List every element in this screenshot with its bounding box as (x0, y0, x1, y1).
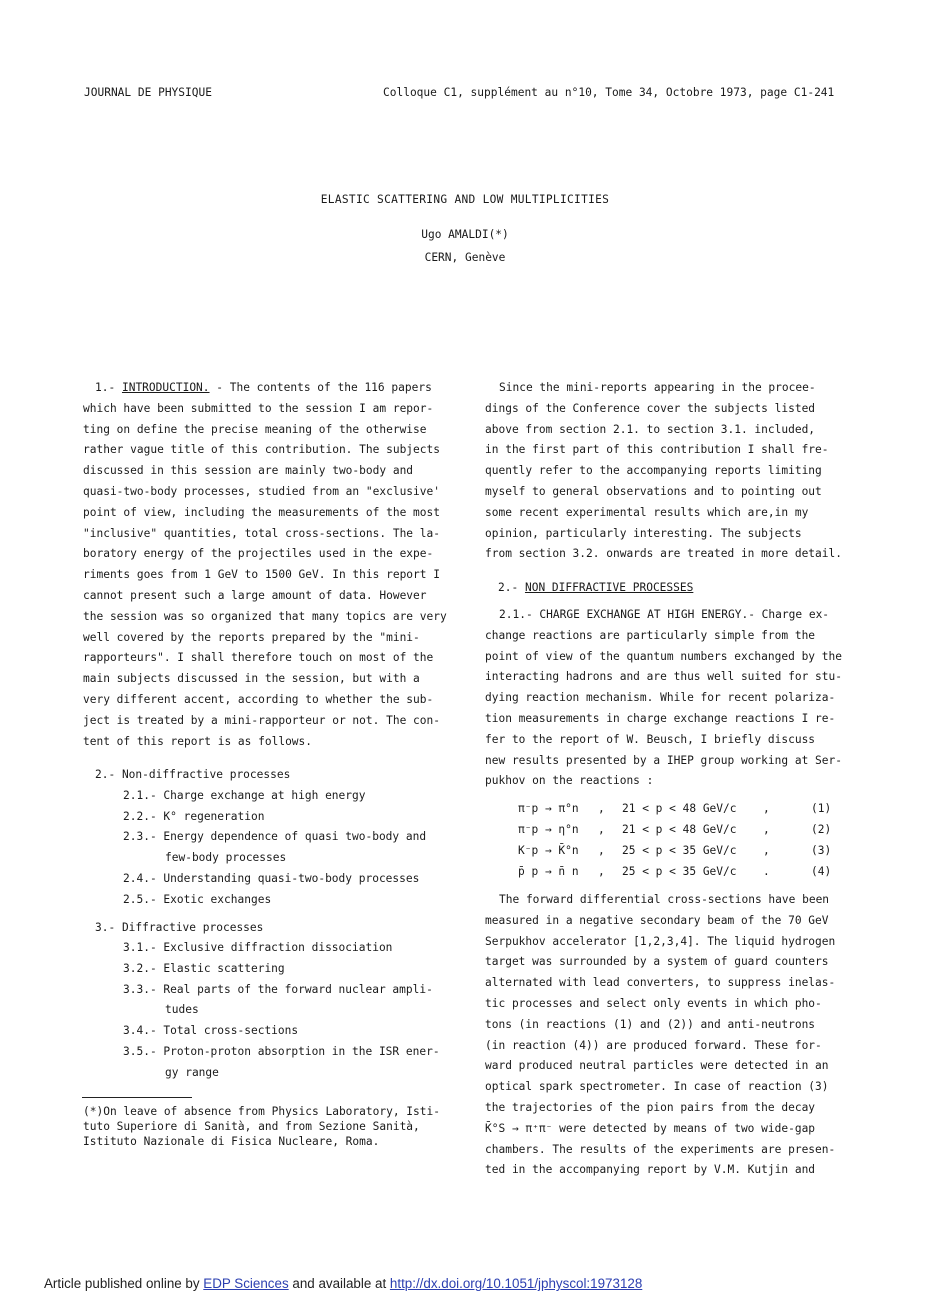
footer-prefix: Article published online by (44, 1276, 204, 1291)
equation-range: 25 < p < 35 GeV/c (622, 865, 737, 878)
equation-separator: , (598, 802, 605, 815)
left-column (83, 378, 463, 752)
body-line: some recent experimental results which are,in my (485, 505, 809, 519)
equation-end: , (763, 823, 770, 836)
toc-item: 2.5.- Exotic exchanges (123, 893, 272, 906)
equation-end: , (763, 802, 770, 815)
equation-number: (3) (811, 844, 832, 857)
issue-info: Colloque C1, supplément au n°10, Tome 34, Octobre 1973, page C1-241 (383, 86, 835, 99)
intro-line: tent of this report is as follows. (83, 734, 313, 748)
equation-reaction: π⁻p → π°n (518, 802, 579, 815)
equation-number: (1) (811, 802, 832, 815)
footnote-line: (*)On leave of absence from Physics Laboratory, Isti- (83, 1105, 440, 1118)
body-line: dying reaction mechanism. While for recent polariza- (485, 691, 836, 705)
body-line: K̄°S → π⁺π⁻ were detected by means of two wide-gap (485, 1121, 816, 1135)
body-line: optical spark spectrometer. In case of reaction (3) (485, 1080, 829, 1094)
toc-item: 2.1.- Charge exchange at high energy (123, 789, 366, 802)
body-line: in the first part of this contribution I shall fre- (485, 443, 829, 457)
right-paragraph-3 (485, 890, 865, 1181)
body-line: pukhov on the reactions : (485, 774, 654, 788)
publisher-link[interactable]: EDP Sciences (203, 1276, 289, 1291)
right-paragraph-1 (485, 378, 865, 565)
publication-footer (44, 1276, 642, 1291)
intro-line: discussed in this session are mainly two-body and (83, 464, 414, 478)
intro-line: ting on define the precise meaning of the otherwise (83, 422, 427, 436)
footnote-line: tuto Superiore di Sanità, and from Sezione Sanità, (83, 1120, 420, 1133)
toc-item: 3.1.- Exclusive diffraction dissociation (123, 941, 393, 954)
toc-item: 3.4.- Total cross-sections (123, 1024, 299, 1037)
body-line: the trajectories of the pion pairs from the decay (485, 1100, 816, 1114)
toc-item: 2.2.- K° regeneration (123, 810, 265, 823)
intro-line: rather vague title of this contribution. The subjects (83, 443, 440, 457)
body-line: from section 3.2. onwards are treated in more detail. (485, 547, 842, 561)
equation-reaction: K⁻p → K̄°n (518, 844, 579, 857)
intro-line: point of view, including the measurements of the most (83, 505, 440, 519)
body-line: point of view of the quantum numbers exchanged by the (485, 649, 842, 663)
toc-item: gy range (165, 1066, 219, 1079)
intro-line: quasi-two-body processes, studied from an "exclusive' (83, 484, 440, 498)
equation-number: (2) (811, 823, 832, 836)
equation-reaction: π⁻p → η°n (518, 823, 579, 836)
equation-separator: , (598, 865, 605, 878)
equation-reaction: p̄ p → n̄ n (518, 865, 579, 878)
body-line: 2.1.- CHARGE EXCHANGE AT HIGH ENERGY.- Charge ex- (499, 608, 830, 621)
body-line: The forward differential cross-sections have been (499, 893, 830, 906)
section-2-title: NON DIFFRACTIVE PROCESSES (524, 581, 694, 594)
equation-range: 21 < p < 48 GeV/c (622, 823, 737, 836)
intro-line: riments goes from 1 GeV to 1500 GeV. In this report I (83, 568, 440, 582)
body-line: above from section 2.1. to section 3.1. included, (485, 422, 816, 436)
equation-number: (4) (811, 865, 832, 878)
author: Ugo AMALDI(*) (421, 228, 509, 241)
paper-title: ELASTIC SCATTERING AND LOW MULTIPLICITIES (320, 193, 610, 206)
intro-heading: INTRODUCTION. (121, 381, 210, 394)
body-line: opinion, particularly interesting. The subjects (485, 526, 802, 540)
toc-item: 2.- Non-diffractive processes (95, 768, 291, 781)
body-line: Since the mini-reports appearing in the procee- (499, 381, 816, 394)
body-line: (in reaction (4)) are produced forward. These for- (485, 1038, 822, 1052)
body-line: new results presented by a IHEP group working at Ser- (485, 753, 842, 767)
toc-item: 3.5.- Proton-proton absorption in the ISR ener- (123, 1045, 440, 1058)
body-line: change reactions are particularly simple from the (485, 628, 816, 642)
equation-separator: , (598, 844, 605, 857)
footnote (83, 1104, 463, 1149)
body-line: tic processes and select only events in which pho- (485, 996, 822, 1010)
body-line: ted in the accompanying report by V.M. Kutjin and (485, 1163, 816, 1177)
intro-line: ject is treated by a mini-rapporteur or not. The con- (83, 713, 440, 727)
body-line: quently refer to the accompanying reports limiting (485, 464, 822, 478)
footer-middle: and available at (288, 1276, 390, 1291)
body-line: tion measurements in charge exchange reactions I re- (485, 711, 836, 725)
journal-name: JOURNAL DE PHYSIQUE (84, 86, 212, 99)
doi-link[interactable]: http://dx.doi.org/10.1051/jphyscol:1973128 (389, 1276, 643, 1291)
body-line: chambers. The results of the experiments are presen- (485, 1142, 836, 1156)
intro-line: well covered by the reports prepared by the "mini- (83, 630, 420, 644)
equation-range: 21 < p < 48 GeV/c (622, 802, 737, 815)
body-line: dings of the Conference cover the subjects listed (485, 401, 816, 415)
intro-line: "inclusive" quantities, total cross-sections. The la- (83, 526, 440, 540)
body-line: target was surrounded by a system of guard counters (485, 955, 829, 969)
intro-line: rapporteurs". I shall therefore touch on most of the (83, 651, 434, 665)
toc-item: 2.3.- Energy dependence of quasi two-body and (123, 830, 427, 843)
intro-line: cannot present such a large amount of data. However (83, 588, 427, 602)
body-line: interacting hadrons and are thus well suited for stu- (485, 670, 842, 684)
affiliation: CERN, Genève (424, 251, 506, 264)
toc-item: 3.- Diffractive processes (95, 921, 264, 934)
body-line: fer to the report of W. Beusch, I briefly discuss (485, 732, 816, 746)
equation-end: , (763, 844, 770, 857)
body-line: ward produced neutral particles were detected in an (485, 1059, 829, 1073)
equation-end: . (763, 865, 770, 878)
toc-item: 3.2.- Elastic scattering (123, 962, 285, 975)
intro-line: - The contents of the 116 papers (209, 381, 432, 394)
footnote-line: Istituto Nazionale di Fisica Nucleare, Roma. (83, 1135, 380, 1148)
intro-line: the session was so organized that many topics are very (83, 609, 447, 623)
toc-item: tudes (165, 1003, 199, 1016)
toc-item: 3.3.- Real parts of the forward nuclear ampli- (123, 983, 433, 996)
body-line: myself to general observations and to pointing out (485, 484, 822, 498)
body-line: tons (in reactions (1) and (2)) and anti-neutrons (485, 1017, 816, 1031)
section-2-heading (498, 578, 693, 598)
intro-line: main subjects discussed in the session, but with a (83, 672, 420, 686)
right-paragraph-2 (485, 605, 865, 792)
body-line: Serpukhov accelerator [1,2,3,4]. The liquid hydrogen (485, 934, 836, 948)
intro-first-line (83, 378, 463, 399)
section-2-number: 2.- (498, 581, 519, 594)
intro-line: which have been submitted to the session I am repor- (83, 401, 434, 415)
intro-line: boratory energy of the projectiles used in the expe- (83, 547, 434, 561)
intro-number: 1.- (95, 381, 116, 394)
toc-item: 2.4.- Understanding quasi-two-body processes (123, 872, 420, 885)
body-line: alternated with lead converters, to suppress inelas- (485, 976, 836, 990)
equation-range: 25 < p < 35 GeV/c (622, 844, 737, 857)
footnote-rule (82, 1097, 192, 1098)
intro-line: very different accent, according to whether the sub- (83, 692, 434, 706)
body-line: measured in a negative secondary beam of the 70 GeV (485, 913, 829, 927)
toc-item: few-body processes (165, 851, 287, 864)
equation-separator: , (598, 823, 605, 836)
